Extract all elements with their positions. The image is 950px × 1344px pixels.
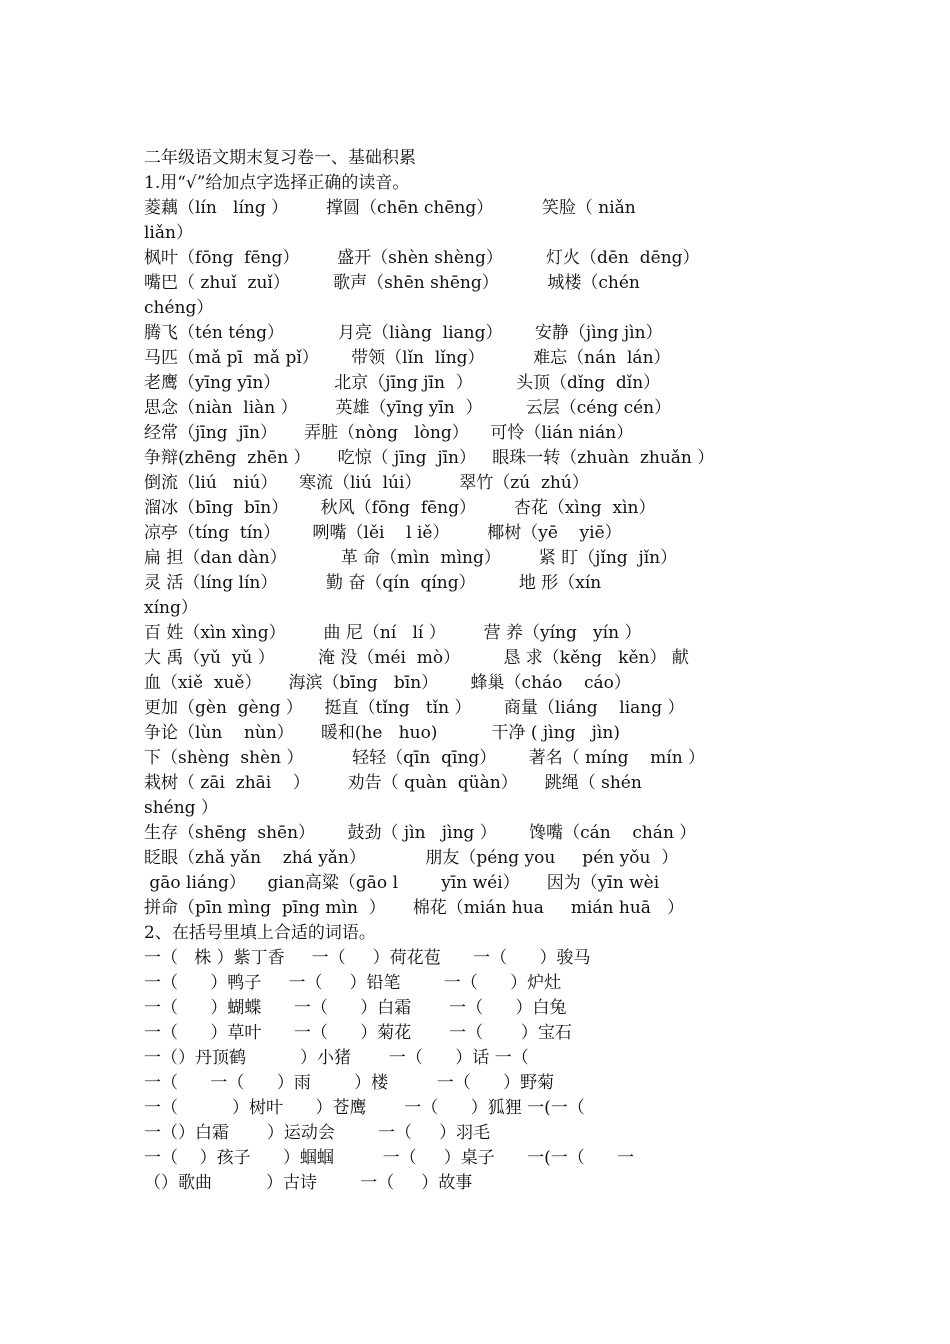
text-line: 下（shèng shèn ） 轻轻（qīn qīng） 著名（ míng mín ） [144, 748, 706, 768]
text-line: 一（）白霜 ）运动会 一（ ）羽毛 [144, 1123, 491, 1143]
text-line: gāo liáng） gian高粱（gāo l yīn wéi） 因为（yīn wèi [144, 873, 660, 893]
text-line: 争论（lùn nùn） 暖和(he huo) 干净 ( jìng jìn) [144, 723, 620, 743]
text-line: shéng ） [144, 798, 218, 818]
text-line: 一（ ）树叶 ）苍鹰 一（ ）狐狸 一(一（ [144, 1098, 585, 1118]
text-line: 一（ ）鸭子 一（ ）铅笔 一（ ）炉灶 [144, 973, 562, 993]
text-line: 生存（shēng shēn） 鼓劲（ jìn jìng ） 馋嘴（cán chán ） [144, 823, 697, 843]
text-line: 一（ 株 ）紫丁香 一（ ）荷花苞 一（ ）骏马 [144, 948, 591, 968]
text-line: （）歌曲 ）古诗 一（ ）故事 [144, 1173, 473, 1193]
text-line: 一（）丹顶鹤 ）小猪 一（ ）话 一（ [144, 1048, 529, 1068]
section-2-instruction: 2、在括号里填上合适的词语。 [144, 923, 376, 943]
text-line: 栽树（ zāi zhāi ） 劝告（ quàn qüàn） 跳绳（ shén [144, 773, 642, 793]
text-line: chéng） [144, 298, 214, 318]
text-line: 马匹（mǎ pī mǎ pǐ） 带领（lǐn lǐng） 难忘（nán lán） [144, 348, 671, 368]
text-line: 争辩(zhēng zhēn ） 吃惊（ jīng jīn） 眼珠一转（zhuàn zhuǎn ） [144, 448, 715, 468]
text-line: 一（ ）草叶 一（ ）菊花 一（ ）宝石 [144, 1023, 572, 1043]
text-line: 拼命（pīn mìng pīng mìn ） 棉花（mián hua mián huā ） [144, 898, 685, 918]
text-line: 腾飞（tén téng） 月亮（liàng liang） 安静（jìng jìn） [144, 323, 663, 343]
text-line: 一（ ）孩子 ）蝈蝈 一（ ）桌子 一(一（ 一 [144, 1148, 635, 1168]
text-line: 凉亭（tíng tín） 咧嘴（lěi l iě） 椰树（yē yiē） [144, 523, 622, 543]
text-line: 灵 活（líng lín） 勤 奋（qín qíng） 地 形（xín [144, 573, 602, 593]
text-line: 百 姓（xìn xìng） 曲 尼（ní lí ） 营 养（yíng yín ） [144, 623, 642, 643]
text-line: xíng） [144, 598, 198, 618]
text-line: 倒流（liú niú） 寒流（liú lúi） 翠竹（zú zhú） [144, 473, 589, 493]
text-line: 一（ ）蝴蝶 一（ ）白霜 一（ ）白兔 [144, 998, 567, 1018]
text-line: liǎn） [144, 223, 193, 243]
text-line: 枫叶（fōng fēng） 盛开（shèn shèng） 灯火（dēn dēng） [144, 248, 700, 268]
text-line: 老鹰（yīng yīn） 北京（jīng jīn ） 头顶（dǐng dǐn） [144, 373, 661, 393]
text-line: 眨眼（zhǎ yǎn zhá yǎn） 朋友（péng you pén yǒu ） [144, 848, 679, 868]
text-line: 大 禹（yǔ yǔ ） 淹 没（méi mò） 恳 求（kěng kěn） 献 [144, 648, 689, 668]
text-line: 更加（gèn gèng ） 挺直（tǐng tǐn ） 商量（liáng liang ） [144, 698, 685, 718]
text-line: 溜冰（bīng bīn） 秋风（fōng fēng） 杏花（xìng xìn） [144, 498, 656, 518]
text-line: 经常（jīng jīn） 弄脏（nòng lòng） 可怜（lián nián） [144, 423, 634, 443]
document-title: 二年级语文期末复习卷一、基础积累 [144, 148, 416, 168]
text-line: 菱藕（lín líng ） 撑圆（chēn chēng） 笑脸（ niǎn [144, 198, 636, 218]
text-line: 血（xiě xuě） 海滨（bīng bīn） 蜂巢（cháo cáo） [144, 673, 631, 693]
text-line: 一（ 一（ ）雨 ）楼 一（ ）野菊 [144, 1073, 555, 1093]
text-line: 思念（niàn liàn ） 英雄（yīng yīn ） 云层（céng cén） [144, 398, 672, 418]
section-1-instruction: 1.用“√”给加点字选择正确的读音。 [144, 173, 410, 193]
text-line: 嘴巴（ zhuǐ zuǐ） 歌声（shēn shēng） 城楼（chén [144, 273, 640, 293]
text-line: 扁 担（dan dàn） 革 命（mìn mìng） 紧 盯（jǐng jǐn） [144, 548, 678, 568]
